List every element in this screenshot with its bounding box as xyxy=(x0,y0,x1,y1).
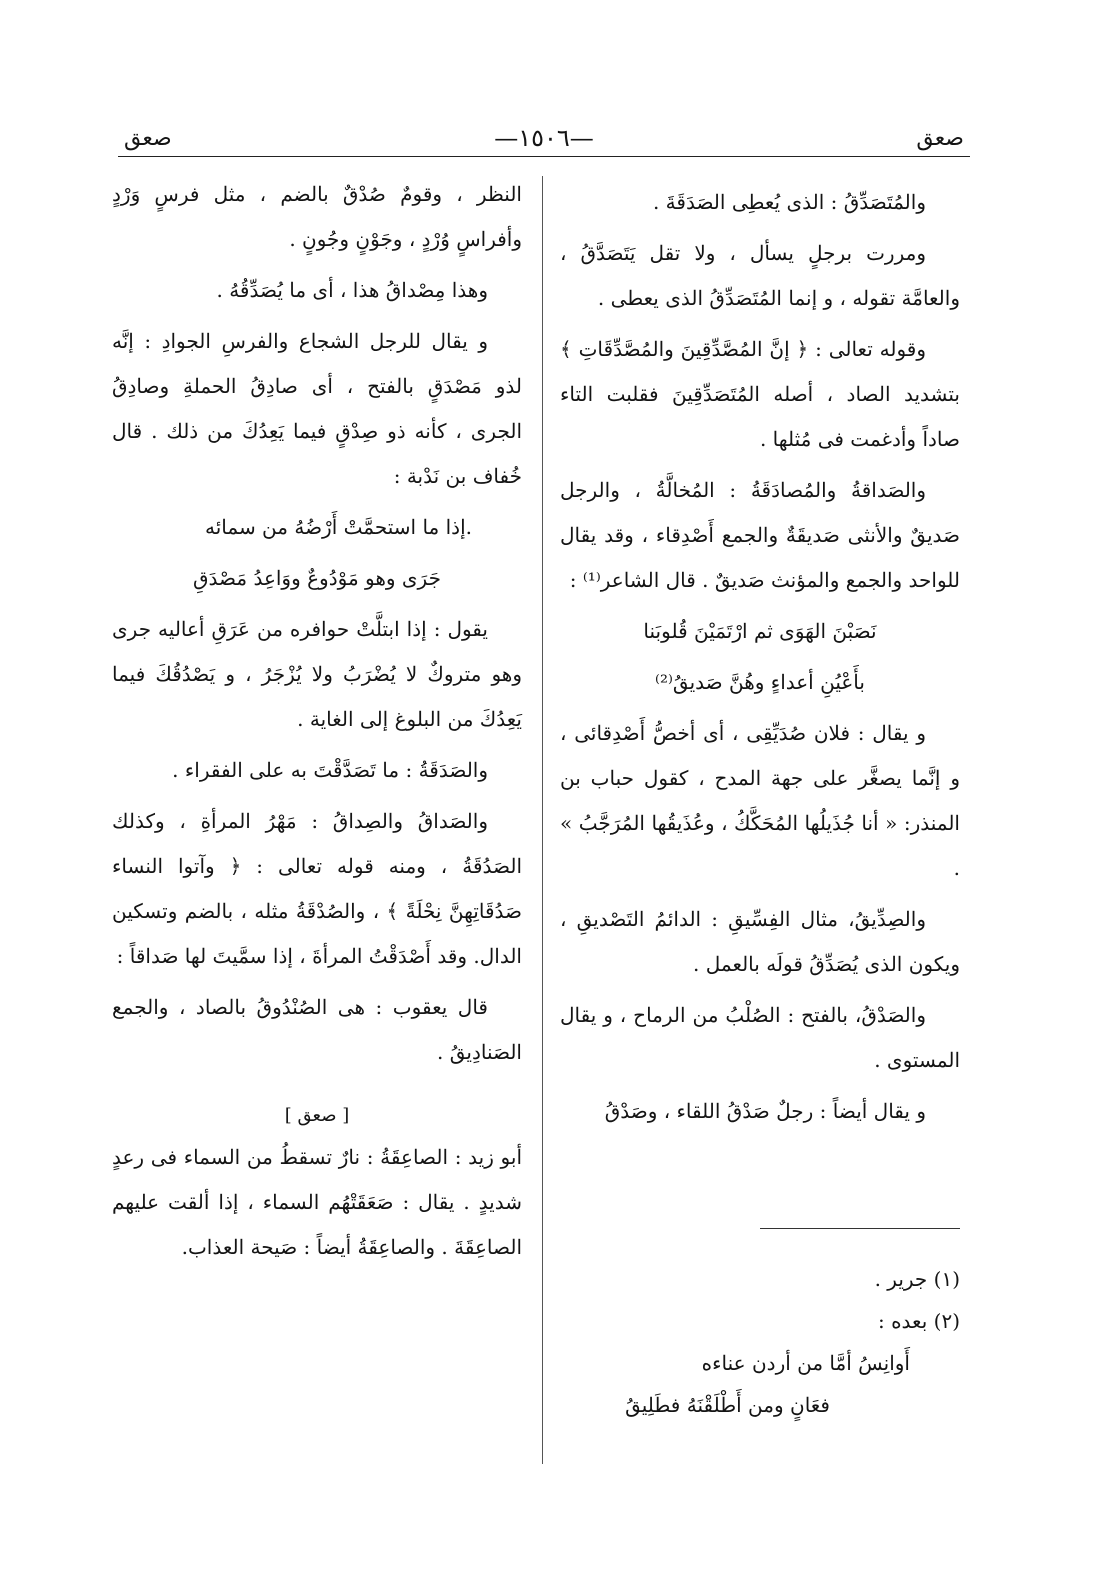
page-header xyxy=(118,122,970,158)
paragraph: والصِدِّيقُ، مثال الفِسِّيقِ : الدائمُ التَصْديقِ ، ويكون الذى يُصَدِّقُ قولَه بالعمل . xyxy=(560,907,960,976)
paragraph: أبو زيد : الصاعِقَةُ : نارٌ تسقطُ من السماء فى رعدٍ شديدٍ . يقال : صَعَقَتْهُم السماء ، إذا ألقت عليهم الصاعِقَةَ . والصاعِقَةُ أيضاً : صَيحة العذاب. xyxy=(112,1145,522,1259)
paragraph: والصَدَقَةُ : ما تَصَدَّقْتَ به على الفقراء . xyxy=(172,758,488,782)
column-divider xyxy=(542,176,543,1464)
paragraph: والصَداقةُ والمُصادَقَةُ : المُخالَّةُ ، والرجل صَديقٌ والأنثى صَديقَةٌ والجمع أَصْدِقاء ، وقد يقال للواحد والجمع والمؤنث صَديقٌ . قال الشاعر⁽¹⁾ : xyxy=(560,478,960,592)
header-rule xyxy=(118,156,970,157)
paragraph: النظر ، وقومٌ صُدْقٌ بالضم ، مثل فرسٍ وَرْدٍ وأفراسٍ وُرْدٍ ، وجَوْنٍ وجُونٍ . xyxy=(112,182,522,251)
footnote-verse: فعَانٍ ومن أَطْلَقْنَهُ فطَلِيقُ xyxy=(625,1393,830,1417)
paragraph: و يقال للرجل الشجاع والفرسِ الجوادِ : إنَّه لذو مَصْدَقٍ بالفتح ، أى صادِقُ الحملةِ وصادِقُ الجرى ، كأنه ذو صِدْقٍ فيما يَعِدُكَ من ذلك . قال خُفاف بن نَدْبة : xyxy=(112,329,522,488)
left-column xyxy=(112,172,522,1276)
verse-line: .إذا ما استحمَّتْ أَرْضُهُ من سمائه xyxy=(205,515,472,539)
running-head-right: صعق xyxy=(916,126,964,151)
section-title: [ صعق ] xyxy=(284,1105,350,1126)
paragraph: و يقال أيضاً : رجلٌ صَدْقُ اللقاء ، وصَدْقُ xyxy=(604,1099,926,1123)
paragraph: والمُتَصَدِّقُ : الذى يُعطِى الصَدَقَةَ . xyxy=(652,190,926,214)
verse-line: نَصَبْنَ الهَوَى ثم ارْتَمَيْنَ قُلوبَنا xyxy=(643,619,877,643)
paragraph: والصَدْقُ، بالفتح : الصُلْبُ من الرماح ، و يقال المستوى . xyxy=(560,1003,960,1072)
running-head-left: صعق xyxy=(124,126,172,151)
paragraph: يقول : إذا ابتلَّتْ حوافره من عَرَقِ أعاليه جرى وهو متروكٌ لا يُضْرَبُ ولا يُزْجَرُ ، و يَصْدُقُكَ فيما يَعِدُكَ من البلوغ إلى الغاية . xyxy=(112,617,522,731)
paragraph: والصَداقُ والصِداقُ : مَهْرُ المرأةِ ، وكذلك الصَدُقَةُ ، ومنه قوله تعالى : ﴿ وآتوا النساء صَدُقَاتِهِنَّ نِحْلَةً ﴾ ، والصُدْقَةُ مثله ، بالضم وتسكين الدال. وقد أَصْدَقْتُ المرأةَ ، إذا سمَّيتَ لها صَداقاً : xyxy=(112,809,522,968)
paragraph: و يقال : فلان صُدَيِّقِى ، أى أخصُّ أَصْدِقائى ، و إنَّما يصغَّر على جهة المدح ، كقول حباب بن المنذر: « أنا جُذَيلُها المُحَكَّكُ ، وعُذَيقُها المُرَجَّبُ » . xyxy=(560,721,960,880)
footnote: (٢) بعده : xyxy=(877,1309,960,1333)
page-number: —١٥٠٦— xyxy=(494,124,594,152)
paragraph: وهذا مِصْداقُ هذا ، أى ما يُصَدِّقُهُ . xyxy=(216,278,488,302)
footnote-verse: أَوانِسُ أمَّا من أردن عناءه xyxy=(701,1351,910,1375)
footnote-rule xyxy=(760,1228,960,1229)
verse-line: جَرَى وهو مَوْدُوعٌ ووَاعِدُ مَصْدَقِ xyxy=(193,566,441,590)
paragraph: ومررت برجلٍ يسأل ، ولا تقل يَتَصَدَّقُ ، والعامَّة تقوله ، و إنما المُتَصَدِّقُ الذى يعطى . xyxy=(560,241,960,310)
footnotes xyxy=(560,1258,960,1426)
footnote: (١) جرير . xyxy=(874,1267,960,1291)
paragraph: وقوله تعالى : ﴿ إنَّ المُصَّدِّقِينَ والمُصَّدِّقَاتِ ﴾ بتشديد الصاد ، أصله المُتَصَدِّقِينَ فقلبت التاء صاداً وأدغمت فى مُثلها . xyxy=(560,337,960,451)
paragraph: قال يعقوب : هى الصُنْدُوقُ بالصاد ، والجمع الصَنادِيقُ . xyxy=(112,995,522,1064)
verse-line: بأَعْيُنِ أعداءٍ وهُنَّ صَديقُ⁽²⁾ xyxy=(655,670,865,694)
right-column xyxy=(560,180,960,1140)
